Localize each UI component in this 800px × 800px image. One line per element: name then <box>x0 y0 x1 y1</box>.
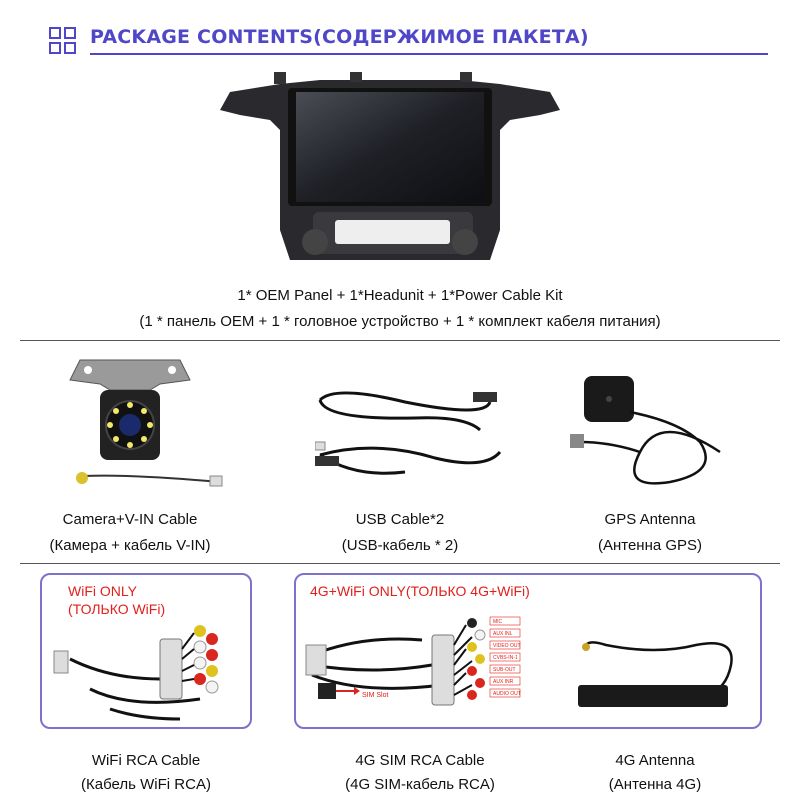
port-label <box>490 629 520 637</box>
4g-sim-rca-cable-image <box>302 605 552 727</box>
4g-antenna-image <box>566 625 756 725</box>
wifi-rca-caption-ru: (Кабель WiFi RCA) <box>81 776 211 793</box>
4g-wifi-only-tag: 4G+WiFi ONLY(ТОЛЬКО 4G+WiFi) <box>310 583 530 599</box>
page-title: PACKAGE CONTENTS(СОДЕРЖИМОЕ ПАКЕТА) <box>90 26 589 48</box>
divider <box>20 563 780 564</box>
header-underline <box>90 53 768 55</box>
svg-text:SUB-OUT: SUB-OUT <box>493 667 516 673</box>
4g-rca-caption-en: 4G SIM RCA Cable <box>355 752 485 769</box>
camera-image <box>60 350 230 500</box>
main-caption-ru: (1 * панель OEM + 1 * головное устройство + 1 * комплект кабеля питания) <box>139 313 661 330</box>
svg-text:VIDEO OUT: VIDEO OUT <box>493 643 521 649</box>
headunit-panel-image <box>210 70 570 280</box>
port-label <box>490 617 520 625</box>
4g-rca-caption-ru: (4G SIM-кабель RCA) <box>345 776 495 793</box>
wifi-only-tag: WiFi ONLY <box>68 583 137 599</box>
port-label <box>490 677 520 685</box>
port-label <box>490 665 520 673</box>
camera-caption-ru: (Камера + кабель V-IN) <box>49 537 211 554</box>
4g-antenna-caption-en: 4G Antenna <box>615 752 695 769</box>
gps-caption-en: GPS Antenna <box>604 511 696 528</box>
svg-text:MIC: MIC <box>493 619 503 625</box>
divider <box>20 340 780 341</box>
sim-slot-label: SIM Slot <box>362 692 389 699</box>
4g-wifi-only-box <box>294 573 762 729</box>
port-label <box>490 653 520 661</box>
svg-text:AUX INR: AUX INR <box>493 679 514 685</box>
wifi-rca-caption-en: WiFi RCA Cable <box>91 752 201 769</box>
wifi-only-tag-ru: (ТОЛЬКО WiFi) <box>68 601 166 617</box>
gps-caption-ru: (Антенна GPS) <box>597 537 703 554</box>
svg-text:AUDIO OUT: AUDIO OUT <box>493 691 521 697</box>
gps-antenna-image <box>560 372 750 497</box>
usb-caption-en: USB Cable*2 <box>355 511 445 528</box>
wifi-only-box <box>40 573 252 729</box>
wifi-rca-cable-image <box>50 619 240 725</box>
usb-cable-image <box>315 380 505 490</box>
port-label <box>490 689 521 697</box>
port-label-list <box>490 617 521 697</box>
main-caption-en: 1* OEM Panel + 1*Headunit + 1*Power Cable Kit <box>237 287 563 304</box>
usb-caption-ru: (USB-кабель * 2) <box>341 537 459 554</box>
camera-caption-en: Camera+V-IN Cable <box>62 511 198 528</box>
svg-text:CVBS-IN-1: CVBS-IN-1 <box>493 655 518 661</box>
port-label <box>490 641 521 649</box>
4g-antenna-caption-ru: (Антенна 4G) <box>608 776 702 793</box>
svg-text:AUX INL: AUX INL <box>493 631 513 637</box>
package-grid-icon <box>48 26 78 56</box>
section-header <box>48 22 768 58</box>
